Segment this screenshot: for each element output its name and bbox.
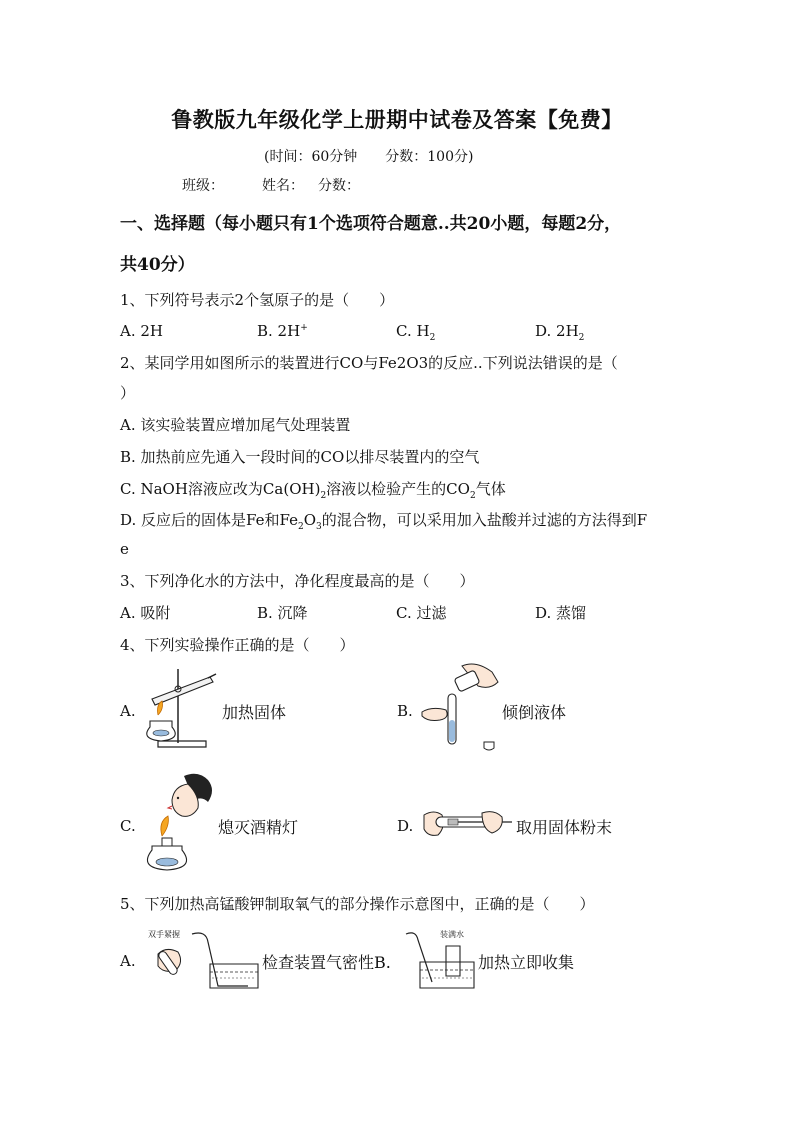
q2-option-c: C. NaOH溶液应改为$Ca(OH)_2$溶液以检验产生的$CO_2$气体 (120, 480, 506, 501)
q5-option-a-label: A. (120, 952, 136, 970)
question-5-stem: 5、下列加热高锰酸钾制取氧气的部分操作示意图中，正确的是（ ） (120, 895, 595, 913)
q4-option-b-caption: 倾倒液体 (502, 703, 567, 722)
q2-option-a: A. 该实验装置应增加尾气处理装置 (120, 416, 351, 434)
q1-option-d: D. $2H_2$ (535, 322, 585, 343)
q3-option-a: A. 吸附 (120, 604, 171, 622)
section-heading-cont: 共40分） (120, 255, 195, 275)
q4-option-d-caption: 取用固体粉末 (516, 818, 613, 837)
airtightness-check-illustration (144, 926, 264, 990)
name-label: 姓名： (262, 178, 304, 194)
q4-option-b-label: B. (397, 702, 413, 720)
pouring-liquid-illustration (418, 660, 502, 756)
q1-option-a: A. 2H (120, 322, 163, 340)
q4-option-a-caption: 加热固体 (222, 703, 287, 722)
class-label: 班级： (182, 178, 224, 194)
q4-option-d-label: D. (397, 817, 414, 835)
question-4-stem: 4、下列实验操作正确的是（ ） (120, 636, 355, 654)
q1-option-c: C. $H_2$ (396, 322, 436, 343)
question-3-stem: 3、下列净化水的方法中，净化程度最高的是（ ） (120, 572, 475, 590)
q5-option-a-caption: 检查装置气密性B. (262, 953, 391, 972)
fill-water-label: 装满水 (440, 930, 464, 939)
hold-tightly-label: 双手紧握 (148, 930, 180, 939)
question-1-stem: 1、下列符号表示2个氢原子的是（ ） (120, 291, 395, 309)
q3-option-d: D. 蒸馏 (535, 604, 587, 622)
q2-option-b: B. 加热前应先通入一段时间的CO以排尽装置内的空气 (120, 448, 480, 466)
gas-collection-illustration (402, 926, 478, 990)
section-heading: 一、选择题（每小题只有1个选项符合题意..共20小题，每题2分， (120, 214, 622, 234)
q4-option-c-label: C. (120, 817, 136, 835)
q2-option-d-cont: e (120, 540, 129, 558)
q4-option-a-label: A. (120, 702, 136, 720)
score-label: 分数： (318, 178, 360, 194)
question-2-stem: 2、某同学用如图所示的装置进行CO与Fe2O3的反应..下列说法错误的是（ (120, 354, 618, 372)
q4-option-c-caption: 熄灭酒精灯 (218, 818, 299, 837)
q1-option-b: B. 2H+ (257, 322, 308, 340)
powder-sampling-illustration (422, 805, 516, 841)
time-score: (时间：60分钟 分数：100分) (264, 149, 474, 165)
page-title: 鲁教版九年级化学上册期中试卷及答案【免费】 (171, 107, 623, 132)
q5-option-b-caption: 加热立即收集 (478, 953, 575, 972)
blowing-out-lamp-illustration (144, 772, 218, 876)
q3-option-c: C. 过滤 (396, 604, 447, 622)
question-2-stem-cont: ） (120, 384, 136, 402)
heating-solid-illustration (140, 655, 220, 753)
q2-option-d: D. 反应后的固体是Fe和$Fe_2O_3$的混合物，可以采用加入盐酸并过滤的方法得到F (120, 511, 648, 532)
q3-option-b: B. 沉降 (257, 604, 308, 622)
